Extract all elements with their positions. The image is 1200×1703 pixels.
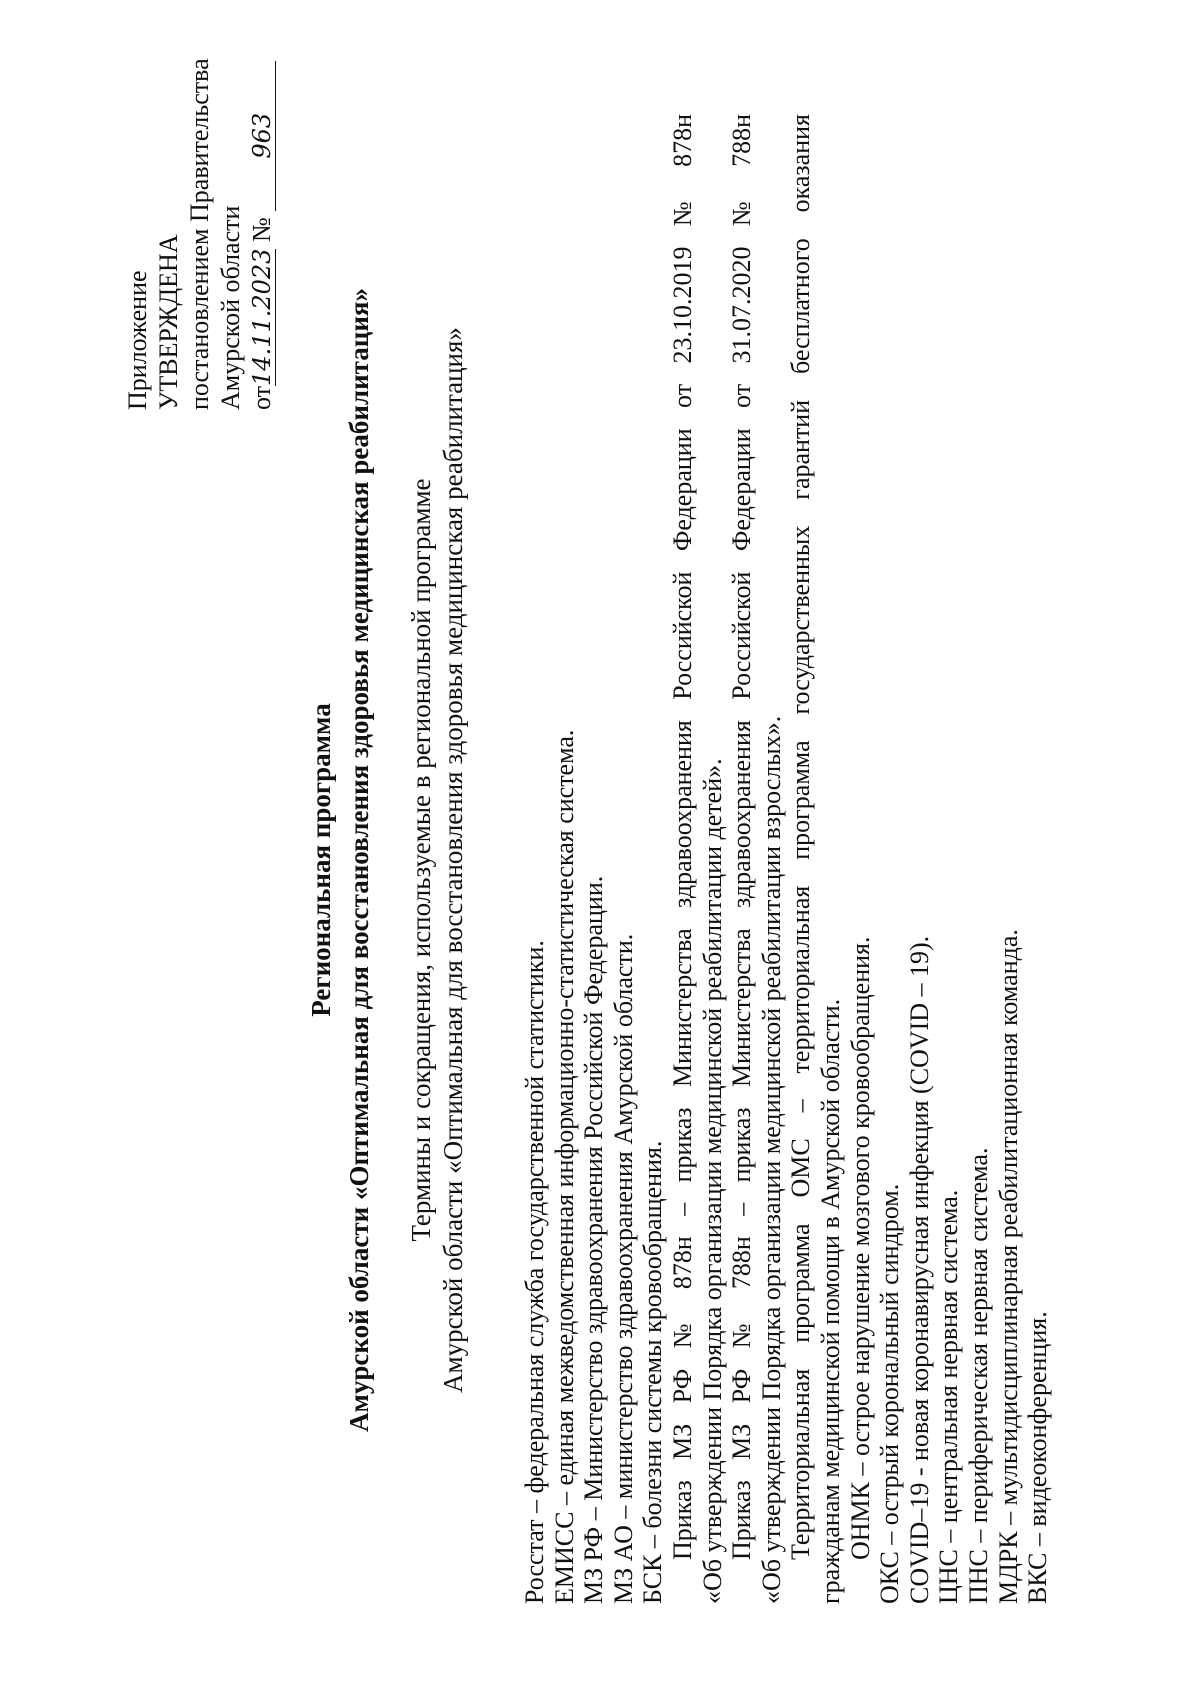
rotated-document-page — [40, 60, 1160, 1660]
term-covid-19: COVID–19 - новая коронавирусная инфекция (COVID – 19). — [904, 935, 934, 1604]
approval-block — [122, 58, 277, 410]
term-mz-ao: МЗ АО – министерство здравоохранения Амурской области. — [608, 933, 638, 1604]
approval-region-label: Амурской области — [216, 205, 245, 410]
document-title-line-1: Региональная программа — [306, 703, 336, 1017]
term-bsk: БСК – болезни системы кровообращения. — [638, 1140, 668, 1604]
approval-date-handwritten: 14.11.2023 — [248, 248, 276, 386]
approval-date-prefix: от — [247, 385, 276, 410]
term-onmk: ОНМК – острое нарушение мозгового кровообращения. — [845, 936, 875, 1560]
term-vks: ВКС – видеоконференция. — [1023, 1311, 1053, 1604]
term-emiss: ЕМИСС – единая межведомственная информационно-статистическая система. — [549, 729, 579, 1604]
terms-list — [520, 114, 1053, 1604]
term-territorial-program-continued: гражданам медицинской помощи в Амурской области. — [815, 998, 845, 1604]
document-title — [302, 120, 378, 1600]
approval-approved-label: УТВЕРЖДЕНА — [154, 234, 183, 410]
term-order-788n-continued: «Об утверждении Порядка организации медицинской реабилитации взрослых». — [756, 715, 786, 1604]
term-order-878n: Приказ МЗ РФ № 878н – приказ Министерства здравоохранения Российской Федерации от 23.10.2019 № 878н — [667, 114, 697, 1560]
approval-number-handwritten: 963 — [249, 61, 276, 211]
term-mdrk: МДРК – мультидисциплинарная реабилитационная команда. — [993, 929, 1023, 1604]
terms-heading — [405, 120, 469, 1600]
terms-heading-line-2: Амурской области «Оптимальная для восстановления здоровья медицинская реабилитация» — [438, 327, 468, 1393]
term-cns: ЦНС – центральная нервная система. — [934, 1189, 964, 1604]
term-pns: ПНС – периферическая нервная система. — [963, 1147, 993, 1604]
term-oks: ОКС – острый корональный синдром. — [875, 1183, 905, 1604]
term-order-878n-continued: «Об утверждении Порядка организации медицинской реабилитации детей». — [697, 758, 727, 1604]
approval-decree-label: постановлением Правительства — [185, 58, 214, 410]
term-order-788n: Приказ МЗ РФ № 788н – приказ Министерства здравоохранения Российской Федерации от 31.07.2020 № 788н — [727, 114, 757, 1560]
terms-heading-line-1: Термины и сокращения, используемые в региональной программе — [406, 478, 436, 1242]
approval-appendix-label: Приложение — [123, 270, 152, 410]
term-territorial-program: Территориальная программа ОМС – территориальная программа государственных гарантий бесплатного оказания — [786, 114, 816, 1560]
document-title-line-2: Амурской области «Оптимальная для восстановления здоровья медицинская реабилитация» — [344, 288, 374, 1432]
term-mz-rf: МЗ РФ – Министерство здравоохранения Российской Федерации. — [579, 875, 609, 1604]
approval-number-prefix: № — [247, 217, 276, 243]
approval-date-line — [246, 80, 277, 410]
term-rosstat: Росстат – федеральная служба государственной статистики. — [520, 940, 549, 1604]
